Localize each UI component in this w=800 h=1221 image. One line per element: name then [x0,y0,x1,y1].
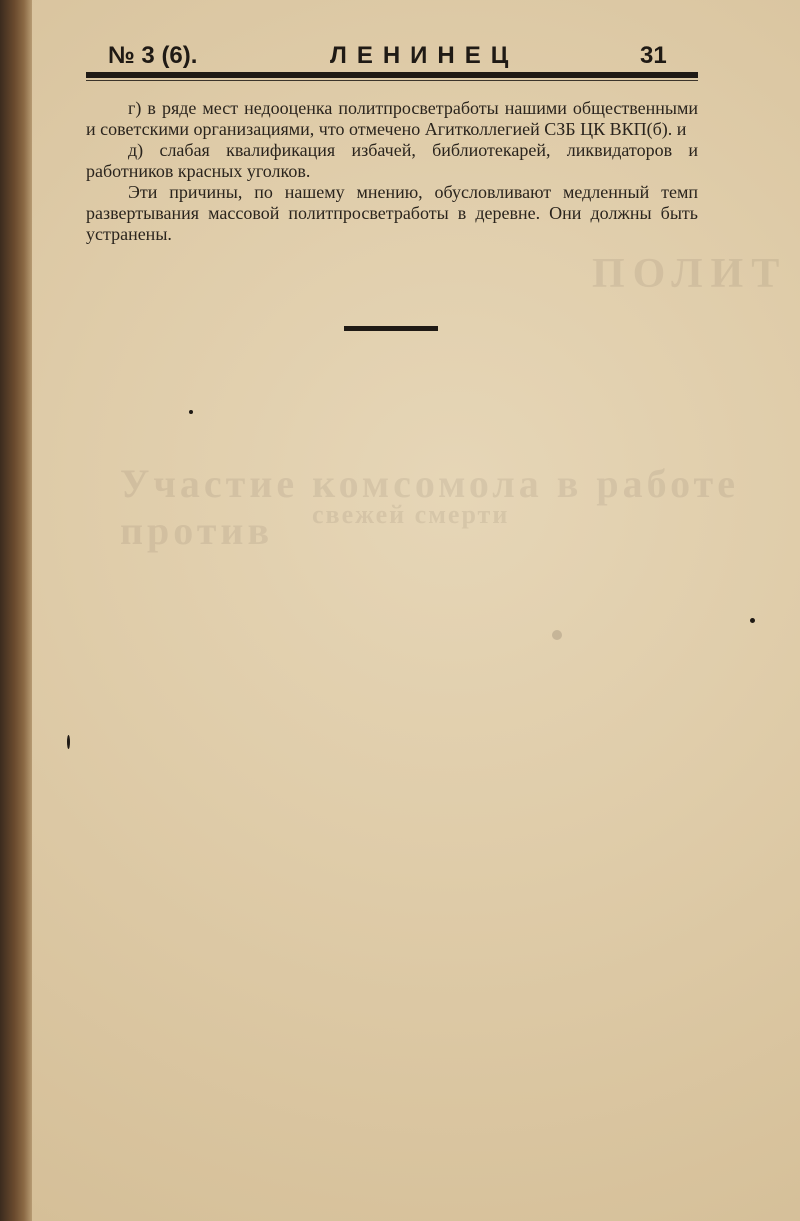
paragraph-g: г) в ряде мест недооценка политпросветработы нашими общественными и советскими организациями, что отмечено Агитколлегией СЗБ ЦК ВКП(б). и [86,98,698,139]
header-rule [86,72,698,78]
bleed-through-subheading: свежей смерти [312,500,510,529]
paper-speck [189,410,193,414]
bleed-through-heading: Участие комсомола в работе против [120,461,739,553]
paragraph-d: д) слабая квалификация избачей, библиотекарей, ликвидаторов и работников красных уголков. [86,140,698,181]
issue-number: № 3 (6). [108,42,198,69]
concluding-paragraph: Эти причины, по нашему мнению, обусловливают медленный темп развертывания массовой политпросветработы в деревне. Они должны быть устранены. [86,182,698,244]
header-underline [86,80,698,81]
paper-speck [552,630,562,640]
journal-title: ЛЕНИНЕЦ [330,42,519,69]
page-header [86,38,698,82]
section-divider [344,326,438,331]
article-text [86,98,698,245]
binding-edge [0,0,32,1221]
bleed-through-text-fragment: ПОЛИТ [592,251,788,297]
paper-speck [67,735,70,749]
page-number: 31 [640,42,667,69]
paper-speck [750,618,755,623]
